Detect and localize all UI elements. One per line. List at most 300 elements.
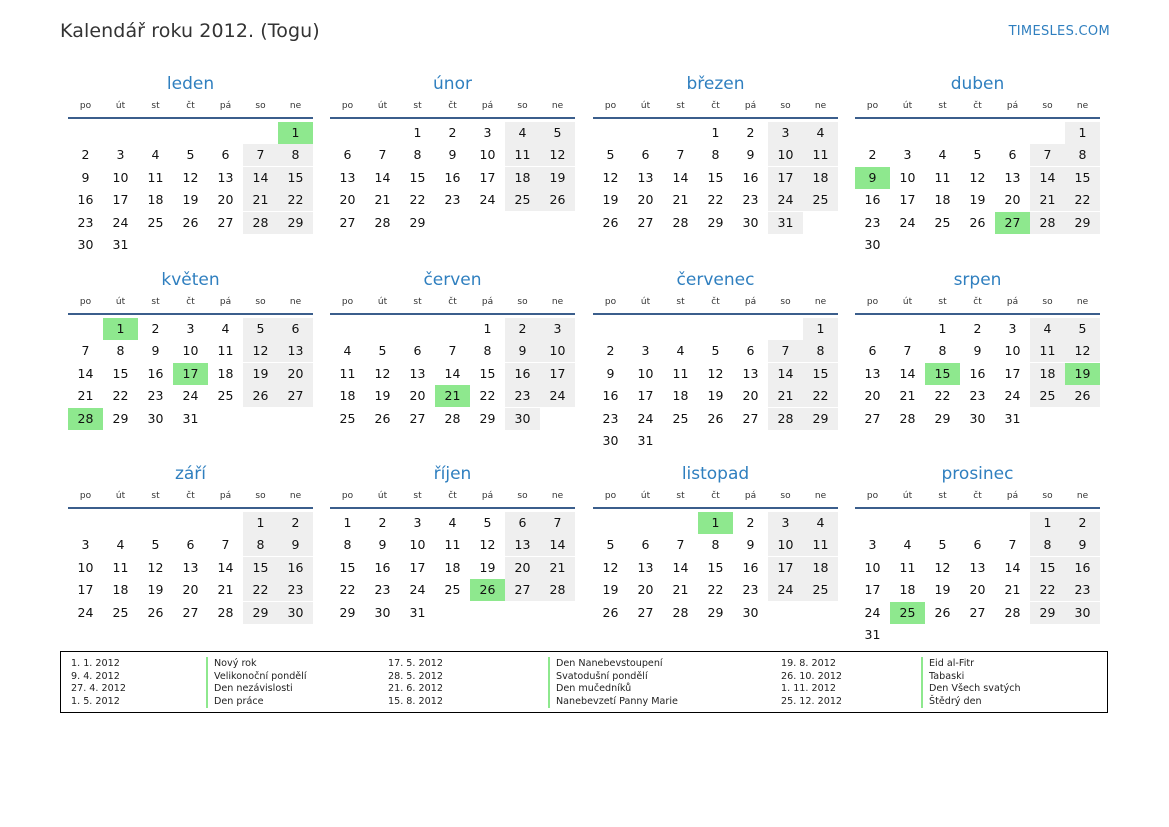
day-cell: 7	[676, 537, 685, 553]
weekday-label: st	[938, 297, 947, 307]
day-cell: 10	[112, 169, 129, 185]
day-cell: 9	[81, 169, 90, 185]
month-name: říjen	[433, 464, 472, 484]
day-cell: 4	[151, 147, 160, 163]
day-cell: 20	[278, 363, 313, 385]
day-cell: 21	[899, 388, 916, 404]
holiday-legend	[60, 651, 1108, 713]
day-cell: 26	[602, 604, 619, 620]
empty-cell	[768, 430, 803, 452]
legend-date: 26. 10. 2012	[781, 670, 843, 682]
empty-cell	[173, 512, 208, 534]
empty-cell	[768, 318, 803, 340]
week-row	[330, 408, 575, 430]
empty-cell	[68, 318, 103, 340]
day-cell: 24	[864, 604, 881, 620]
day-cell: 18	[112, 582, 129, 598]
holiday-day-cell: 19	[1065, 363, 1100, 385]
day-cell: 10	[864, 559, 881, 575]
empty-cell	[733, 318, 768, 340]
weekday-label: út	[115, 101, 126, 111]
day-cell: 9	[1065, 534, 1100, 556]
legend-holiday-name: Velikonoční pondělí	[206, 670, 307, 683]
week-row	[68, 340, 313, 362]
day-cell: 3	[186, 321, 195, 336]
day-cell: 8	[1030, 534, 1065, 556]
empty-cell	[960, 512, 995, 534]
day-cell: 7	[1008, 537, 1017, 553]
weekday-label: ne	[289, 297, 302, 307]
day-cell: 8	[413, 147, 422, 163]
weekday-label: út	[902, 491, 913, 501]
week-row	[68, 212, 313, 234]
day-cell: 15	[112, 365, 129, 381]
legend-date: 27. 4. 2012	[71, 683, 126, 695]
week-row	[68, 189, 313, 211]
week-row	[330, 534, 575, 556]
weekday-label: čt	[711, 297, 720, 307]
week-row	[330, 557, 575, 579]
empty-cell	[855, 122, 890, 144]
calendar-grid	[68, 72, 1102, 644]
day-cell: 24	[540, 385, 575, 407]
day-cell: 16	[602, 388, 619, 404]
empty-cell	[890, 318, 925, 340]
day-cell: 5	[151, 537, 160, 553]
empty-cell	[243, 408, 278, 430]
empty-cell	[540, 602, 575, 624]
month-name: září	[174, 464, 207, 484]
day-cell: 29	[243, 602, 278, 624]
day-cell: 2	[278, 512, 313, 534]
month-prosinec	[855, 462, 1100, 646]
day-cell: 9	[448, 147, 457, 163]
day-cell: 16	[742, 559, 759, 575]
day-cell: 24	[1004, 388, 1021, 404]
weekday-label: čt	[186, 491, 195, 501]
day-cell: 31	[768, 212, 803, 234]
day-cell: 22	[707, 582, 724, 598]
legend-date: 1. 5. 2012	[71, 695, 120, 707]
week-row	[855, 579, 1100, 601]
week-row	[855, 602, 1100, 624]
weekday-label: so	[1042, 101, 1053, 111]
weekday-label: ne	[1076, 101, 1089, 111]
day-cell: 28	[899, 410, 916, 426]
day-cell: 18	[147, 192, 164, 208]
day-cell: 19	[243, 363, 278, 385]
empty-cell	[400, 318, 435, 340]
weekday-label: út	[902, 297, 913, 307]
weekday-label: st	[676, 101, 685, 111]
weekday-label: pá	[744, 101, 757, 111]
day-cell: 7	[903, 343, 912, 359]
day-cell: 8	[343, 537, 352, 553]
weekday-label: čt	[711, 101, 720, 111]
day-cell: 17	[864, 582, 881, 598]
week-row	[330, 340, 575, 362]
day-cell: 22	[707, 192, 724, 208]
weekday-header	[68, 486, 313, 509]
day-cell: 14	[243, 167, 278, 189]
week-row	[855, 234, 1100, 256]
weekday-label: po	[604, 101, 617, 111]
day-cell: 14	[217, 559, 234, 575]
empty-cell	[1065, 624, 1100, 646]
weekday-header	[330, 486, 575, 509]
weekday-label: po	[341, 491, 354, 501]
weekday-header	[68, 96, 313, 119]
weekday-header	[330, 96, 575, 119]
legend-holiday-name: Den mučedníků	[548, 682, 631, 695]
day-cell: 12	[1065, 340, 1100, 362]
day-cell: 20	[182, 582, 199, 598]
empty-cell	[663, 122, 698, 144]
day-cell: 12	[934, 559, 951, 575]
empty-cell	[663, 430, 698, 452]
empty-cell	[1030, 122, 1065, 144]
day-cell: 11	[934, 169, 951, 185]
day-cell: 31	[864, 626, 881, 642]
day-cell: 12	[707, 365, 724, 381]
day-cell: 25	[444, 582, 461, 598]
day-cell: 8	[243, 534, 278, 556]
day-cell: 20	[505, 557, 540, 579]
week-row	[855, 189, 1100, 211]
week-row	[855, 408, 1100, 430]
week-row	[855, 122, 1100, 144]
day-cell: 14	[374, 169, 391, 185]
day-cell: 15	[1030, 557, 1065, 579]
weekday-label: st	[938, 491, 947, 501]
day-cell: 16	[969, 365, 986, 381]
day-cell: 9	[746, 537, 755, 553]
day-cell: 11	[339, 365, 356, 381]
week-row	[68, 167, 313, 189]
weekday-label: ne	[289, 101, 302, 111]
day-cell: 10	[899, 169, 916, 185]
week-row	[68, 512, 313, 534]
week-row	[593, 408, 838, 430]
weekday-label: po	[866, 101, 879, 111]
empty-cell	[1065, 234, 1100, 256]
day-cell: 26	[1065, 385, 1100, 407]
weekday-label: st	[938, 101, 947, 111]
weekday-label: út	[115, 297, 126, 307]
day-cell: 22	[243, 579, 278, 601]
week-row	[330, 144, 575, 166]
site-link[interactable]: TIMESLES.COM	[1008, 24, 1110, 39]
weekday-label: út	[377, 297, 388, 307]
day-cell: 26	[182, 214, 199, 230]
day-cell: 27	[409, 410, 426, 426]
day-cell: 21	[217, 582, 234, 598]
day-cell: 21	[672, 582, 689, 598]
day-cell: 5	[483, 515, 492, 530]
day-cell: 16	[77, 192, 94, 208]
week-row	[855, 144, 1100, 166]
day-cell: 19	[182, 192, 199, 208]
day-cell: 2	[746, 515, 755, 530]
day-cell: 10	[768, 144, 803, 166]
day-cell: 30	[742, 214, 759, 230]
week-row	[593, 534, 838, 556]
weekday-label: čt	[448, 491, 457, 501]
legend-date: 25. 12. 2012	[781, 695, 843, 707]
weekday-label: pá	[219, 101, 232, 111]
day-cell: 11	[1030, 340, 1065, 362]
day-cell: 22	[934, 388, 951, 404]
empty-cell	[925, 512, 960, 534]
weekday-header	[855, 486, 1100, 509]
weekday-label: ne	[551, 297, 564, 307]
day-cell: 4	[903, 537, 912, 553]
day-cell: 29	[707, 214, 724, 230]
day-cell: 29	[803, 408, 838, 430]
day-cell: 19	[374, 388, 391, 404]
day-cell: 9	[278, 534, 313, 556]
empty-cell	[803, 430, 838, 452]
day-cell: 22	[479, 388, 496, 404]
day-cell: 27	[217, 214, 234, 230]
day-cell: 3	[116, 147, 125, 163]
weekday-label: so	[517, 491, 528, 501]
day-cell: 29	[409, 214, 426, 230]
day-cell: 19	[479, 559, 496, 575]
legend-date: 1. 1. 2012	[71, 658, 120, 669]
empty-cell	[540, 408, 575, 430]
month-listopad	[593, 462, 838, 624]
empty-cell	[925, 624, 960, 646]
weekday-label: ne	[551, 101, 564, 111]
month-name: listopad	[681, 464, 750, 484]
day-cell: 3	[1008, 321, 1017, 336]
week-row	[593, 212, 838, 234]
day-cell: 23	[1065, 579, 1100, 601]
empty-cell	[1065, 408, 1100, 430]
day-cell: 30	[147, 410, 164, 426]
day-cell: 28	[444, 410, 461, 426]
day-cell: 6	[746, 343, 755, 359]
weekday-header	[330, 292, 575, 315]
day-cell: 11	[505, 144, 540, 166]
day-cell: 11	[803, 534, 838, 556]
day-cell: 7	[676, 147, 685, 163]
day-cell: 14	[768, 363, 803, 385]
day-cell: 31	[409, 604, 426, 620]
day-cell: 3	[641, 343, 650, 359]
day-cell: 14	[444, 365, 461, 381]
empty-cell	[925, 122, 960, 144]
day-cell: 5	[1065, 318, 1100, 340]
weekday-label: út	[640, 101, 651, 111]
week-row	[593, 512, 838, 534]
day-cell: 2	[868, 147, 877, 163]
week-row	[593, 363, 838, 385]
week-row	[855, 340, 1100, 362]
empty-cell	[593, 318, 628, 340]
empty-cell	[890, 512, 925, 534]
week-row	[330, 167, 575, 189]
day-cell: 8	[116, 343, 125, 359]
day-cell: 15	[1065, 167, 1100, 189]
day-cell: 10	[768, 534, 803, 556]
day-cell: 27	[505, 579, 540, 601]
day-cell: 13	[278, 340, 313, 362]
day-cell: 1	[711, 125, 720, 140]
day-cell: 17	[1004, 365, 1021, 381]
week-row	[68, 122, 313, 144]
day-cell: 5	[938, 537, 947, 553]
month-červenec	[593, 268, 838, 452]
day-cell: 6	[505, 512, 540, 534]
weekday-label: ne	[814, 297, 827, 307]
day-cell: 8	[803, 340, 838, 362]
day-cell: 28	[1030, 212, 1065, 234]
weekday-label: st	[151, 101, 160, 111]
page-title: Kalendář roku 2012. (Togu)	[60, 20, 320, 42]
weekday-label: ne	[551, 491, 564, 501]
month-duben	[855, 72, 1100, 256]
day-cell: 2	[1065, 512, 1100, 534]
holiday-day-cell: 27	[995, 212, 1030, 234]
day-cell: 26	[969, 214, 986, 230]
empty-cell	[435, 212, 470, 234]
day-cell: 26	[374, 410, 391, 426]
day-cell: 4	[505, 122, 540, 144]
week-row	[593, 557, 838, 579]
day-cell: 30	[374, 604, 391, 620]
day-cell: 17	[409, 559, 426, 575]
weekday-label: st	[413, 491, 422, 501]
empty-cell	[365, 318, 400, 340]
day-cell: 24	[899, 214, 916, 230]
weekday-label: po	[866, 297, 879, 307]
day-cell: 13	[637, 559, 654, 575]
day-cell: 10	[637, 365, 654, 381]
day-cell: 11	[147, 169, 164, 185]
empty-cell	[435, 602, 470, 624]
day-cell: 6	[413, 343, 422, 359]
day-cell: 21	[768, 385, 803, 407]
day-cell: 6	[343, 147, 352, 163]
day-cell: 30	[864, 236, 881, 252]
day-cell: 23	[969, 388, 986, 404]
day-cell: 13	[182, 559, 199, 575]
day-cell: 8	[711, 147, 720, 163]
empty-cell	[208, 122, 243, 144]
week-row	[68, 363, 313, 385]
legend-holiday-name: Nový rok	[206, 657, 257, 670]
weekday-label: pá	[1006, 297, 1019, 307]
day-cell: 22	[112, 388, 129, 404]
day-cell: 19	[602, 582, 619, 598]
day-cell: 18	[505, 167, 540, 189]
weekday-label: st	[676, 297, 685, 307]
day-cell: 23	[374, 582, 391, 598]
day-cell: 6	[186, 537, 195, 553]
weekday-label: pá	[1006, 101, 1019, 111]
day-cell: 25	[217, 388, 234, 404]
empty-cell	[243, 122, 278, 144]
day-cell: 18	[899, 582, 916, 598]
weekday-label: so	[1042, 297, 1053, 307]
day-cell: 9	[973, 343, 982, 359]
day-cell: 11	[112, 559, 129, 575]
day-cell: 18	[217, 365, 234, 381]
day-cell: 24	[77, 604, 94, 620]
day-cell: 27	[339, 214, 356, 230]
empty-cell	[890, 122, 925, 144]
day-cell: 14	[540, 534, 575, 556]
day-cell: 14	[672, 169, 689, 185]
day-cell: 18	[672, 388, 689, 404]
day-cell: 20	[637, 582, 654, 598]
day-cell: 14	[77, 365, 94, 381]
holiday-day-cell: 26	[470, 579, 505, 601]
empty-cell	[890, 234, 925, 256]
day-cell: 29	[934, 410, 951, 426]
day-cell: 21	[374, 192, 391, 208]
month-květen	[68, 268, 313, 430]
day-cell: 31	[1004, 410, 1021, 426]
legend-holiday-name: Den nezávislosti	[206, 682, 293, 695]
empty-cell	[855, 318, 890, 340]
day-cell: 1	[243, 512, 278, 534]
day-cell: 21	[1030, 189, 1065, 211]
weekday-label: pá	[744, 491, 757, 501]
day-cell: 20	[339, 192, 356, 208]
day-cell: 22	[803, 385, 838, 407]
week-row	[68, 602, 313, 624]
day-cell: 19	[969, 192, 986, 208]
day-cell: 4	[221, 321, 230, 336]
day-cell: 25	[505, 189, 540, 211]
holiday-day-cell: 1	[698, 512, 733, 534]
weekday-label: so	[780, 491, 791, 501]
legend-holiday-name: Nanebevzetí Panny Marie	[548, 695, 678, 708]
weekday-label: út	[640, 491, 651, 501]
day-cell: 25	[803, 189, 838, 211]
month-leden	[68, 72, 313, 256]
day-cell: 21	[243, 189, 278, 211]
day-cell: 10	[479, 147, 496, 163]
day-cell: 16	[147, 365, 164, 381]
day-cell: 13	[409, 365, 426, 381]
weekday-label: út	[902, 101, 913, 111]
week-row	[68, 318, 313, 340]
day-cell: 28	[768, 408, 803, 430]
weekday-label: čt	[973, 491, 982, 501]
day-cell: 25	[934, 214, 951, 230]
day-cell: 15	[707, 169, 724, 185]
day-cell: 13	[505, 534, 540, 556]
month-srpen	[855, 268, 1100, 430]
weekday-label: po	[341, 101, 354, 111]
week-row	[855, 534, 1100, 556]
day-cell: 5	[378, 343, 387, 359]
empty-cell	[925, 234, 960, 256]
day-cell: 4	[448, 515, 457, 530]
empty-cell	[173, 234, 208, 256]
day-cell: 22	[1030, 579, 1065, 601]
day-cell: 29	[479, 410, 496, 426]
day-cell: 21	[540, 557, 575, 579]
day-cell: 11	[899, 559, 916, 575]
day-cell: 16	[1065, 557, 1100, 579]
empty-cell	[593, 512, 628, 534]
weekday-header	[855, 292, 1100, 315]
